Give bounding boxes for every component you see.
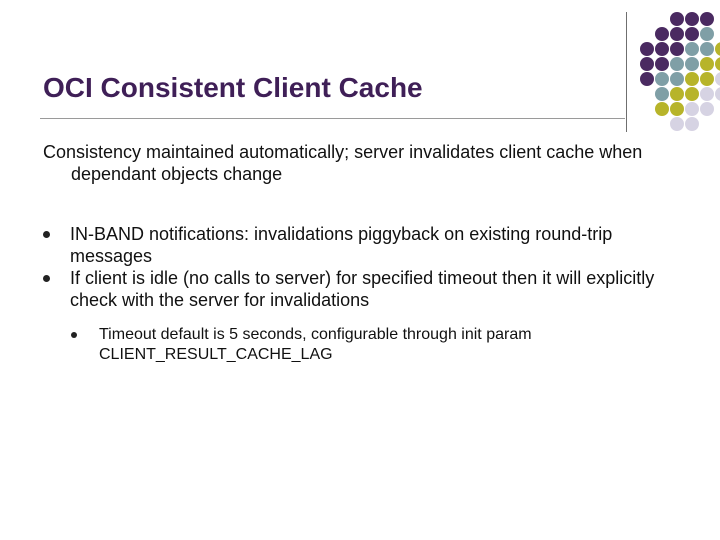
decorative-dot (685, 27, 699, 41)
decorative-dot (655, 42, 669, 56)
decorative-dot (700, 87, 714, 101)
bullet-item (43, 267, 683, 365)
decorative-dot (685, 87, 699, 101)
decorative-dot (670, 72, 684, 86)
decorative-dot (715, 72, 720, 86)
bullet-item (43, 223, 683, 267)
vertical-divider (626, 12, 627, 132)
decorative-dot (700, 102, 714, 116)
decorative-dot (700, 12, 714, 26)
decorative-dot (685, 57, 699, 71)
bullet-dot-icon (43, 275, 50, 282)
decorative-dot (670, 27, 684, 41)
sub-bullet-item (70, 325, 683, 365)
decorative-dot (670, 57, 684, 71)
decorative-dot (640, 72, 654, 86)
decorative-dot (685, 102, 699, 116)
decorative-dot (655, 87, 669, 101)
bullet-dot-icon (43, 231, 50, 238)
decorative-dot (640, 42, 654, 56)
decorative-dot (640, 57, 654, 71)
decorative-dot (715, 57, 720, 71)
sub-bullet-list (70, 325, 683, 365)
title-divider (40, 118, 625, 119)
decorative-dot (670, 12, 684, 26)
decorative-dot (685, 72, 699, 86)
decorative-dot (685, 117, 699, 131)
slide-title: OCI Consistent Client Cache (43, 72, 423, 103)
bullet-text: IN-BAND notifications: invalidations piggyback on existing round-trip messages (70, 224, 613, 266)
lead-paragraph: Consistency maintained automatically; server invalidates client cache when dependant objects change (43, 142, 643, 184)
bullet-list (43, 223, 683, 365)
decorative-dot (655, 102, 669, 116)
decorative-dot (655, 72, 669, 86)
bullet-text: If client is idle (no calls to server) for specified timeout then it will explicitly check with the server for invalidations (70, 268, 655, 310)
decorative-dot (670, 117, 684, 131)
decorative-dot (700, 57, 714, 71)
decorative-dot (715, 42, 720, 56)
decorative-dot (685, 42, 699, 56)
bullet-dot-icon (71, 332, 77, 338)
decorative-dot (700, 27, 714, 41)
decorative-dot (700, 42, 714, 56)
decorative-dot (670, 87, 684, 101)
decorative-dot (670, 102, 684, 116)
decorative-dot (655, 57, 669, 71)
slide-body (43, 141, 683, 365)
decorative-dot (655, 27, 669, 41)
decorative-dot (700, 72, 714, 86)
decorative-dot (670, 42, 684, 56)
sub-bullet-text: Timeout default is 5 seconds, configurable through init param CLIENT_RESULT_CACHE_LAG (99, 326, 532, 363)
decorative-dot (685, 12, 699, 26)
decorative-dot (715, 87, 720, 101)
